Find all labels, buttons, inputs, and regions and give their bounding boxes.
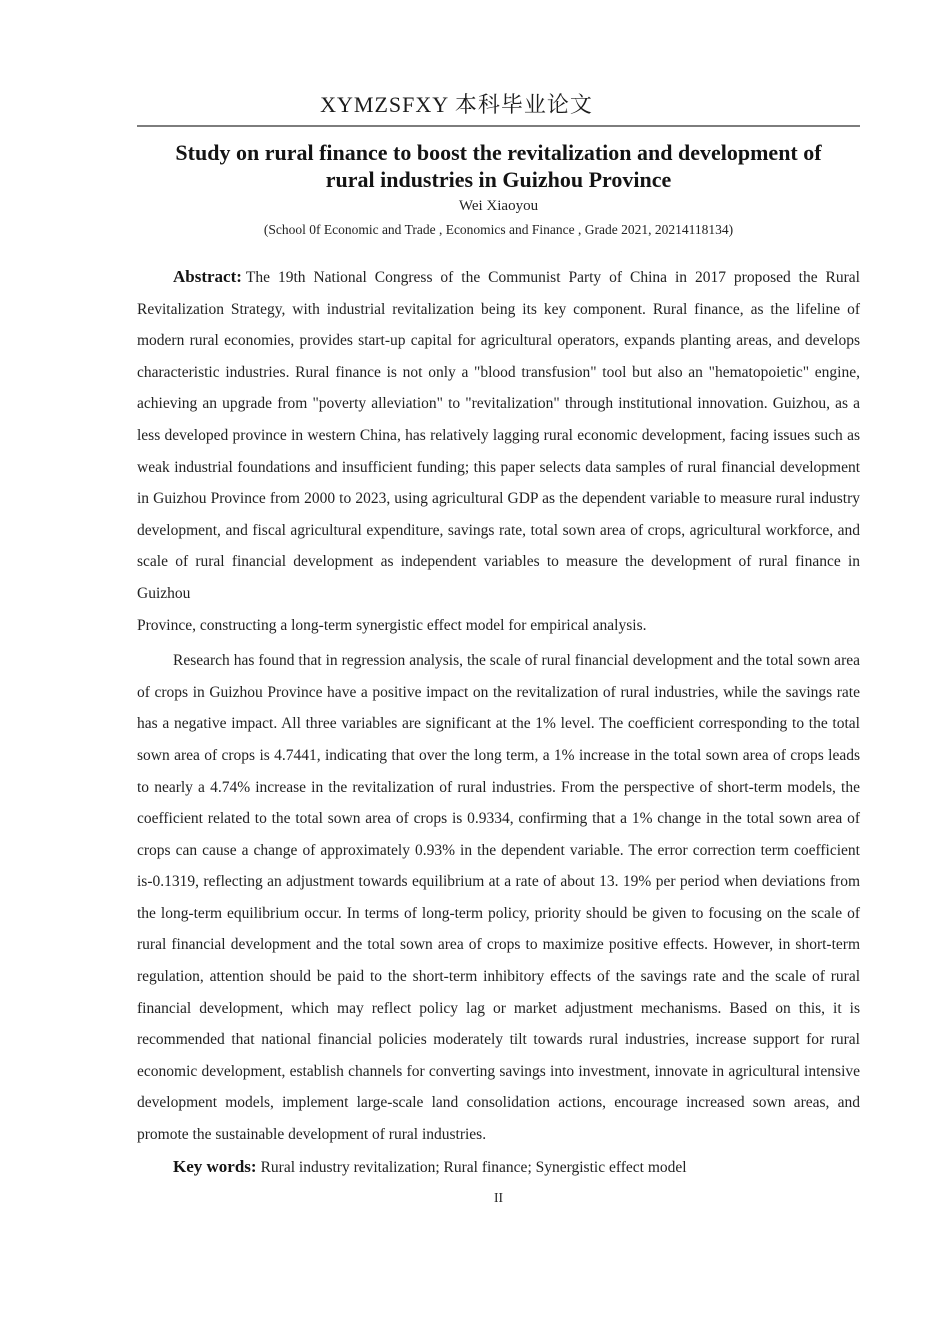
abstract-text-part2: Province, constructing a long-term synergistic effect model for empirical analysis. [137, 616, 647, 634]
paper-title-line1: Study on rural finance to boost the revitalization and development of [175, 140, 822, 165]
findings-paragraph: Research has found that in regression analysis, the scale of rural financial development and the total sown area of crops in Guizhou Province have a positive impact on the revitalization of rural industries, while the savings rate has a negative impact. All three variables are significant at the 1% level. The coefficient corresponding to the total sown area of crops is 4.7441, indicating that over the long term, a 1% increase in the total sown area of crops leads to nearly a 4.74% increase in the revitalization of rural industries. From the perspective of short-term models, the coefficient related to the total sown area of crops is 0.9334, confirming that a 1% change in the total sown area of crops can cause a change of approximately 0.93% in the dependent variable. The error correction term coefficient is-0.1319, reflecting an adjustment towards equilibrium at a rate of about 13. 19% per period when deviations from the long-term equilibrium occur. In terms of long-term policy, priority should be given to focusing on the scale of rural financial development and the total sown area of crops to maximize positive effects. However, in short-term regulation, attention should be paid to the short-term inhibitory effects of the savings rate and the scale of rural financial development, which may reflect policy lag or market adjustment mechanisms. Based on this, it is recommended that national financial policies moderately tilt towards rural industries, increase support for rural economic development, establish channels for converting savings into investment, innovate in agricultural intensive development models, implement large-scale land consolidation actions, encourage increased sown areas, and promote the sustainable development of rural industries. [137, 652, 860, 1144]
keywords-text: Rural industry revitalization; Rural finance; Synergistic effect model [260, 1158, 687, 1176]
paper-title [137, 139, 860, 193]
abstract-text-part1: The 19th National Congress of the Communist Party of China in 2017 proposed the Rural Revitalization Strategy, with industrial revitalization being its key component. Rural finance, as the lifeline of modern rural economies, provides start-up capital for agricultural operators, expands planting areas, and develops characteristic industries. Rural finance is not only a "blood transfusion" tool but also an "hematopoietic" engine, achieving an upgrade from "poverty alleviation" to "revitalization" through institutional innovation. Guizhou, as a less developed province in western China, has relatively lagging rural economic development, facing issues such as weak industrial foundations and insufficient funding; this paper selects data samples of rural financial development in Guizhou Province from 2000 to 2023, using agricultural GDP as the dependent variable to measure rural industry development, and fiscal agricultural expenditure, savings rate, total sown area of crops, agricultural workforce, and scale of rural financial development as independent variables to measure the development of rural finance in Guizhou [137, 269, 860, 602]
paper-title-line2: rural industries in Guizhou Province [325, 167, 672, 192]
author-name: Wei Xiaoyou [458, 198, 539, 214]
page-number: II [494, 1190, 503, 1206]
keywords-label: Key words: [173, 1156, 257, 1176]
keywords-paragraph [137, 1151, 860, 1184]
abstract-paragraph [137, 261, 860, 641]
running-header: XYMZSFXY 本科毕业论文 [320, 92, 593, 117]
header-rule [137, 125, 860, 127]
abstract-label: Abstract: [173, 267, 242, 286]
affiliation-line: (School 0f Economic and Trade , Economics and Finance , Grade 2021, 20214118134) [263, 222, 734, 237]
